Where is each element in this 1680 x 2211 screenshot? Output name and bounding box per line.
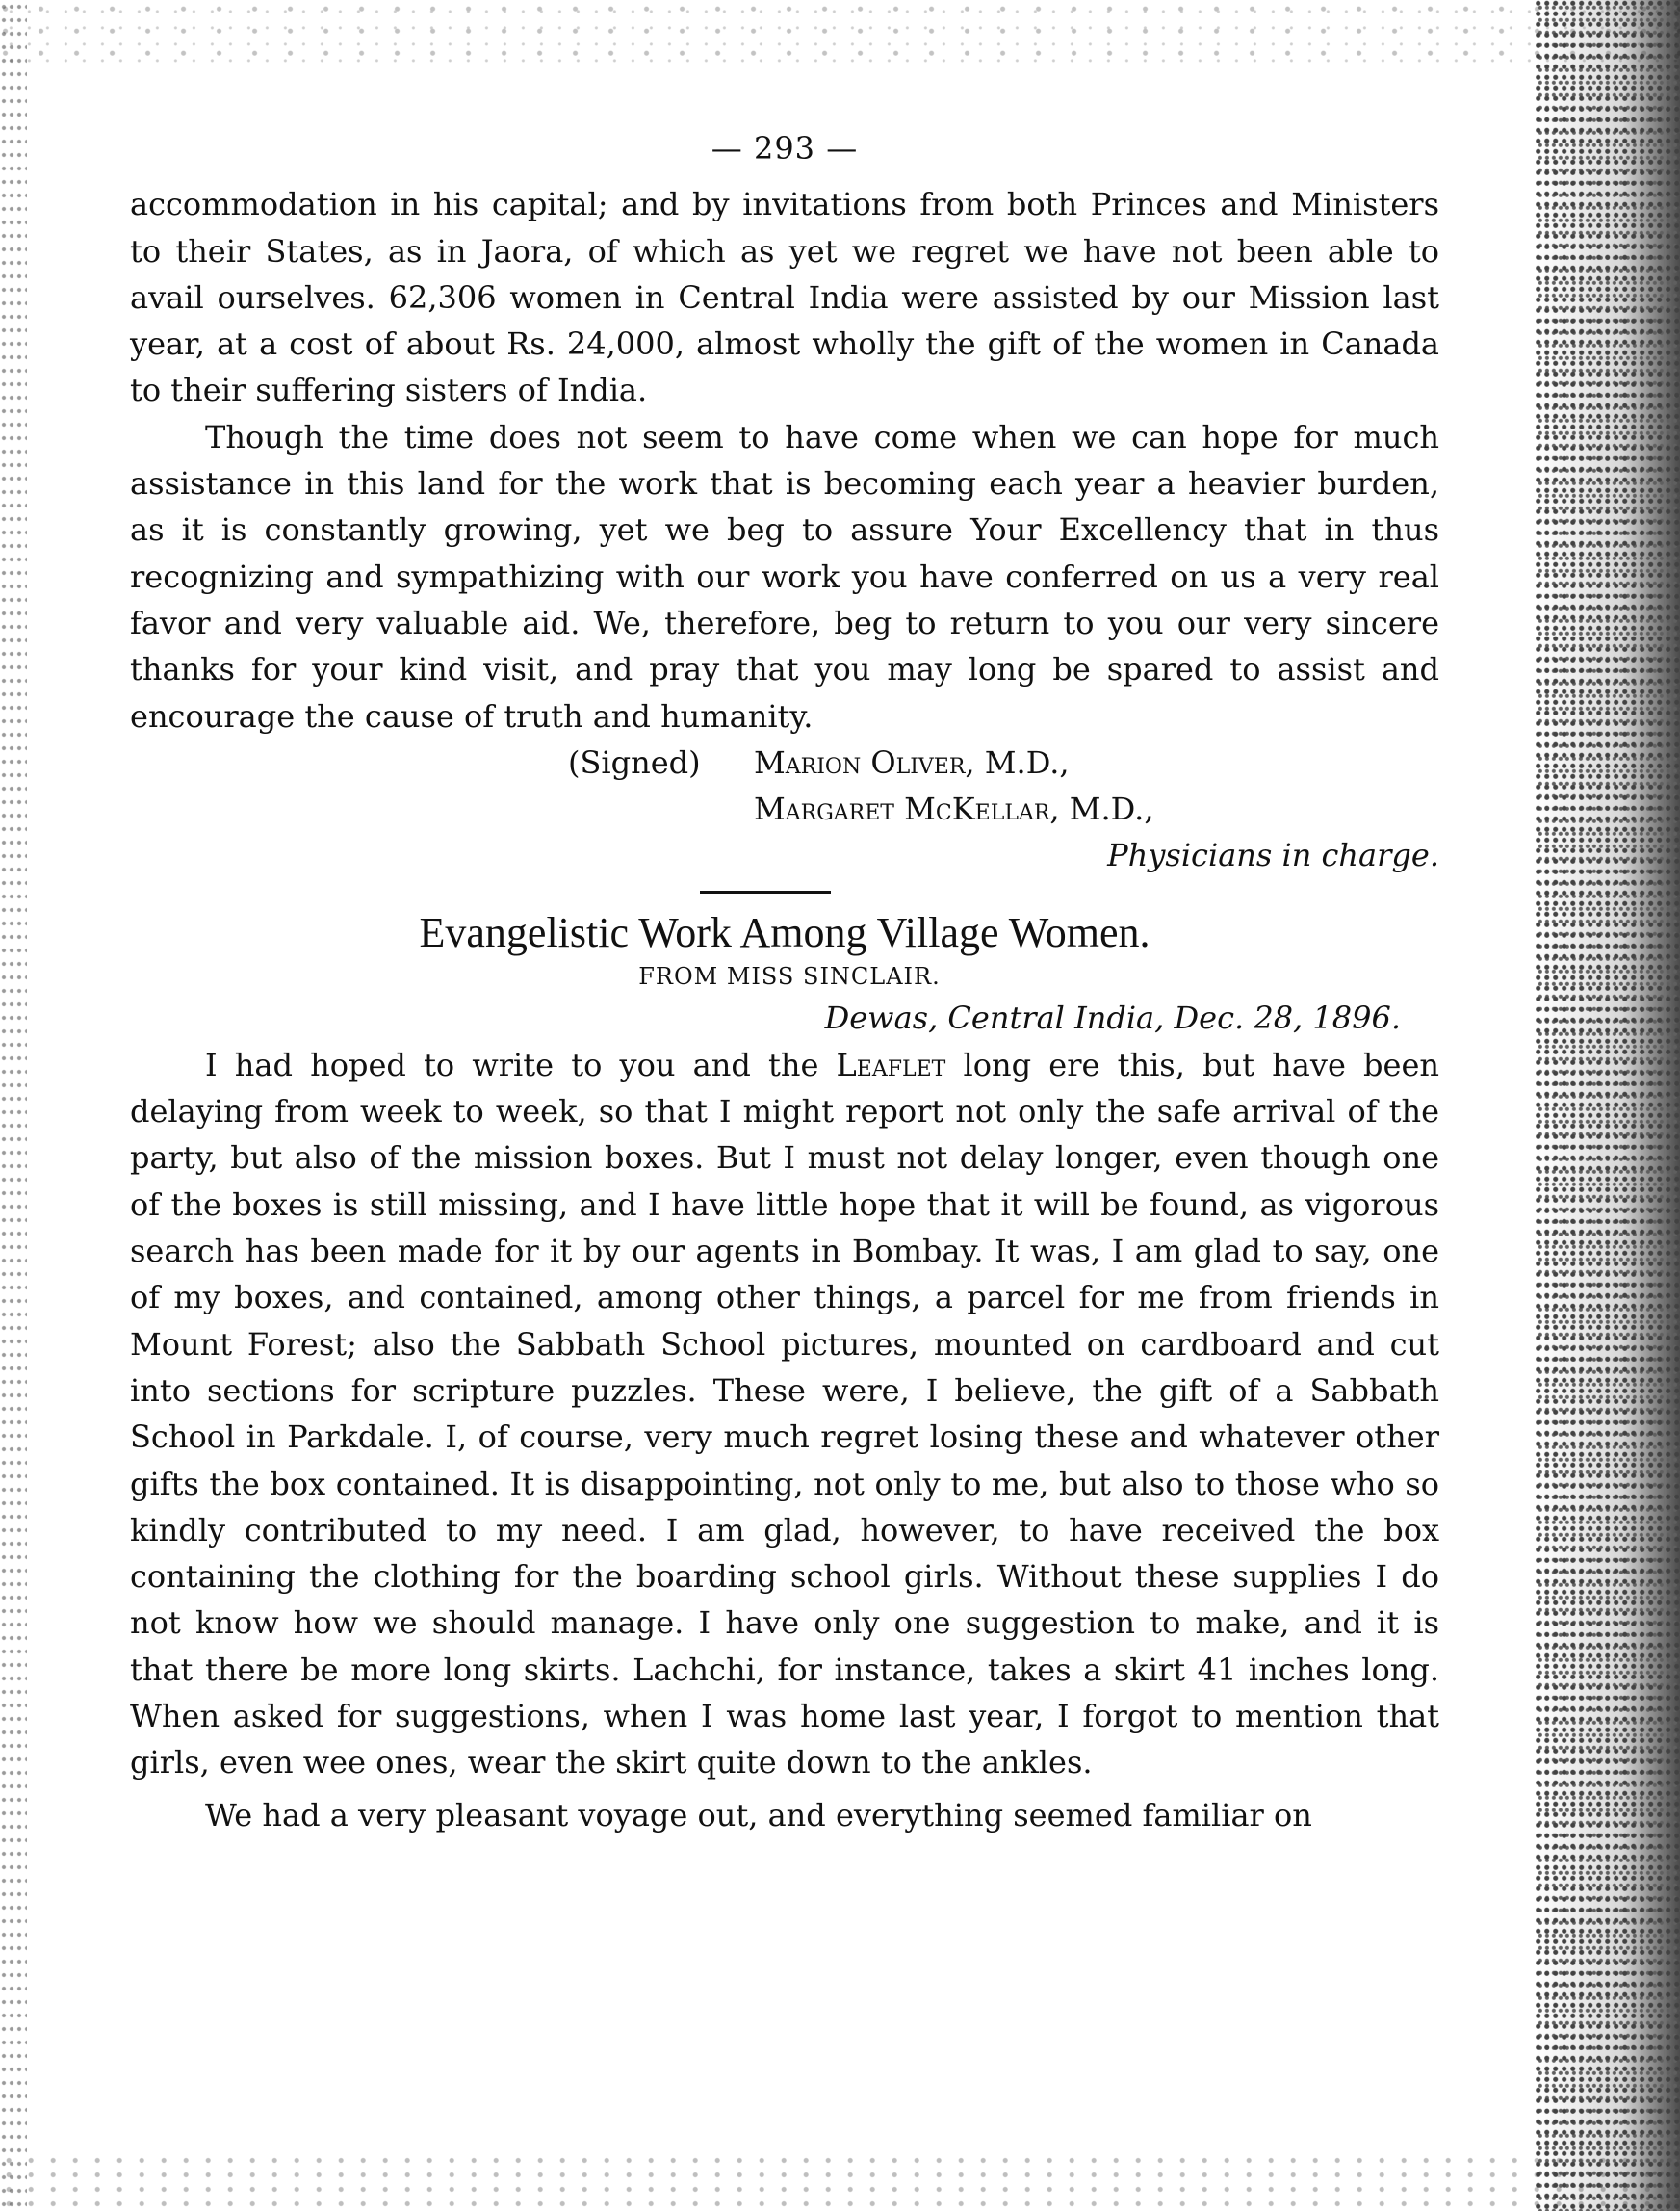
article-paragraph-1-start: I had hoped to write to you and the <box>205 1046 837 1083</box>
leaflet-name: Leaflet <box>836 1046 946 1083</box>
article-heading: Evangelistic Work Among Village Women. <box>419 908 1150 956</box>
signature-block <box>130 740 1439 879</box>
scan-noise-right <box>1536 0 1680 2211</box>
section-divider <box>700 891 831 894</box>
paragraph-continuation: accommodation in his capital; and by invitations from both Princes and Ministers to their States, as in Jaora, of which as yet we regret we have not been able to avail ourselves. 62,306 women in Central India were assisted by our Mission last year, at a cost of about Rs. 24,000, almost wholly the gift of the women in Canada to their suffering sisters of India. <box>130 186 1439 409</box>
document-page <box>130 125 1439 1838</box>
signatory-name-1: Marion Oliver, M.D., <box>754 743 1070 781</box>
article-paragraph-1-rest: long ere this, but have been delaying from week to week, so that I might report not only the safe arrival of the party, but also of the mission boxes. But I must not delay longer, even though one of the boxes is still missing, and I have little hope that it will be found, as vigorous search has been made for it by our agents in Bombay. It was, I am glad to say, one of my boxes, and contained, among other things, a parcel for me from friends in Mount Forest; also the Sabbath School pictures, mounted on cardboard and cut into sections for scripture puzzles. These were, I believe, the gift of a Sabbath School in Parkdale. I, of course, very much regret losing these and whatever other gifts the box contained. It is disappointing, not only to me, but also to those who so kindly contributed to my need. I am glad, however, to have received the box containing the clothing for the boarding school girls. Without these supplies I do not know how we should manage. I have only one suggestion to make, and it is that there be more long skirts. Lachchi, for instance, takes a skirt 41 inches long. When asked for suggestions, when I was home last year, I forgot to mention that girls, even wee ones, wear the skirt quite down to the ankles. <box>130 1046 1440 1782</box>
article-byline: FROM MISS SINCLAIR. <box>638 962 941 990</box>
signatory-role: Physicians in charge. <box>1107 836 1439 873</box>
signatory-name-2: Margaret McKellar, M.D., <box>754 790 1154 827</box>
signed-label: (Signed) <box>568 743 701 781</box>
article-paragraph-1 <box>130 1042 1439 1786</box>
article-paragraph-2: We had a very pleasant voyage out, and everything seemed familiar on <box>205 1796 1312 1834</box>
scan-noise-left <box>0 0 27 2211</box>
page-number: — 293 — <box>711 130 859 167</box>
scan-noise-bottom <box>0 2153 1680 2211</box>
article-dateline: Dewas, Central India, Dec. 28, 1896. <box>824 999 1401 1036</box>
scan-noise-top <box>0 0 1680 67</box>
paragraph-thanks: Though the time does not seem to have come when we can hope for much assistance in this land for the work that is becoming each year a heavier burden, as it is constantly growing, yet we beg to assure Your Excellency that in thus recognizing and sympathizing with our work you have conferred on us a very real favor and very valuable aid. We, therefore, beg to return to you our very sincere thanks for your kind visit, and pray that you may long be spared to assist and encourage the cause of truth and humanity. <box>130 418 1439 735</box>
